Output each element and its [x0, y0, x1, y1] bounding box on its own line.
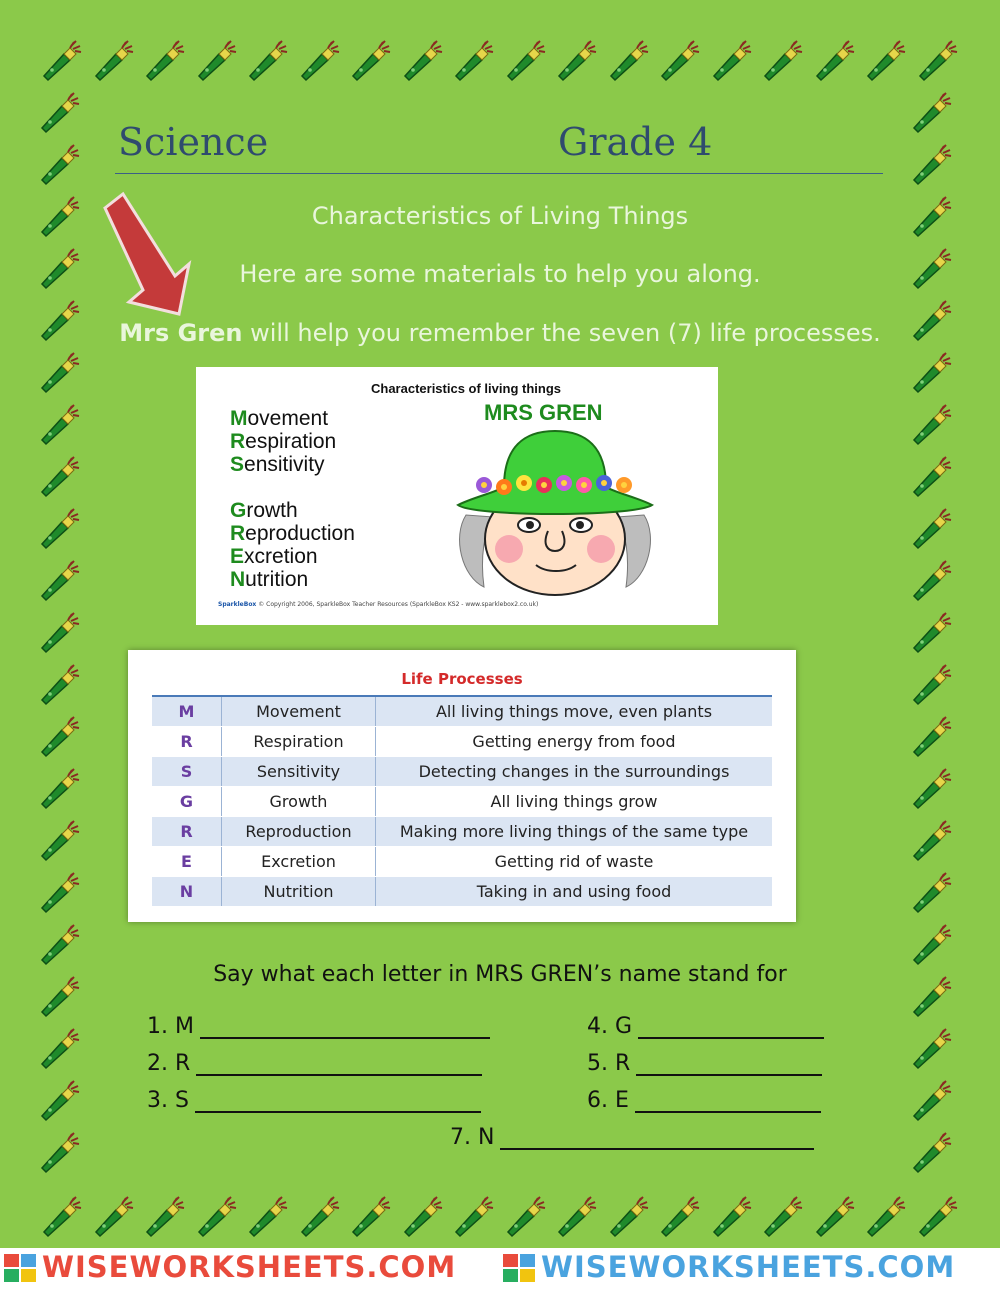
bottle-icon	[143, 40, 187, 84]
bottle-icon	[607, 1196, 651, 1240]
answer-blank[interactable]	[635, 1089, 821, 1113]
table-row	[152, 817, 772, 847]
row-letter: M	[152, 696, 222, 727]
bottle-icon	[910, 456, 954, 500]
bottle-icon	[298, 40, 342, 84]
row-letter: R	[152, 817, 222, 847]
row-letter: G	[152, 787, 222, 817]
row-letter: R	[152, 727, 222, 757]
row-process: Reproduction	[222, 817, 376, 847]
poster-title: Characteristics of living things	[371, 381, 561, 396]
bottle-icon	[504, 40, 548, 84]
bottle-icon	[910, 612, 954, 656]
bottle-icon	[910, 664, 954, 708]
row-process: Excretion	[222, 847, 376, 877]
bottle-icon	[761, 1196, 805, 1240]
bottle-icon	[910, 92, 954, 136]
bottle-icon	[38, 1132, 82, 1176]
bottle-icon	[349, 1196, 393, 1240]
bottle-icon	[910, 352, 954, 396]
answer-m	[147, 1014, 490, 1039]
bottle-icon	[38, 820, 82, 864]
intro-title: Characteristics of Living Things	[311, 202, 689, 230]
poster-word: Movement	[230, 407, 329, 430]
bottle-icon	[38, 92, 82, 136]
bottle-icon	[38, 456, 82, 500]
bottle-icon	[864, 40, 908, 84]
life-processes-table	[152, 695, 772, 907]
bottle-icon	[910, 508, 954, 552]
row-description: Getting rid of waste	[376, 847, 773, 877]
poster-word: Reproduction	[230, 522, 355, 545]
logo-icon	[503, 1254, 537, 1284]
bottle-icon	[92, 1196, 136, 1240]
bottle-icon	[910, 768, 954, 812]
bottle-icon	[761, 40, 805, 84]
answer-label: 2. R	[147, 1051, 191, 1076]
bottle-icon	[38, 1028, 82, 1072]
bottle-icon	[246, 40, 290, 84]
bottle-icon	[910, 144, 954, 188]
grade-title: Grade 4	[558, 120, 713, 164]
table-row	[152, 787, 772, 817]
poster-word: Excretion	[230, 545, 318, 568]
bottle-icon	[916, 40, 960, 84]
bottle-icon	[555, 40, 599, 84]
bottle-icon	[813, 40, 857, 84]
footer-watermark-bar	[0, 1248, 1000, 1291]
watermark-text: WISEWORKSHEETS.COM	[42, 1250, 457, 1284]
bottle-icon	[916, 1196, 960, 1240]
bottle-icon	[38, 508, 82, 552]
answer-blank[interactable]	[636, 1052, 822, 1076]
table-row	[152, 727, 772, 757]
table-row	[152, 877, 772, 907]
poster-word: Nutrition	[230, 568, 309, 591]
bottle-icon	[401, 40, 445, 84]
answer-blank[interactable]	[195, 1089, 481, 1113]
row-description: All living things grow	[376, 787, 773, 817]
bottle-icon	[910, 1028, 954, 1072]
row-letter: S	[152, 757, 222, 787]
answer-blank[interactable]	[196, 1052, 482, 1076]
bottle-icon	[910, 1080, 954, 1124]
bottle-icon	[710, 1196, 754, 1240]
bottle-icon	[910, 872, 954, 916]
bottle-icon	[910, 404, 954, 448]
answer-label: 7. N	[450, 1125, 495, 1150]
mnemonic-text: will help you remember the seven (7) life processes.	[242, 319, 881, 347]
watermark-text: WISEWORKSHEETS.COM	[541, 1250, 956, 1284]
bottle-icon	[910, 1132, 954, 1176]
poster-word: Respiration	[230, 430, 337, 453]
logo-icon	[4, 1254, 38, 1284]
answer-blank[interactable]	[638, 1015, 824, 1039]
answer-g	[587, 1014, 824, 1039]
table-row	[152, 847, 772, 877]
bottle-icon	[658, 40, 702, 84]
mrs-gren-poster	[196, 367, 718, 625]
row-process: Sensitivity	[222, 757, 376, 787]
bottle-icon	[452, 40, 496, 84]
answer-r	[147, 1051, 482, 1076]
intro-subtitle: Here are some materials to help you along.	[239, 260, 761, 288]
table-row	[152, 757, 772, 787]
poster-word: Sensitivity	[230, 453, 325, 476]
answer-label: 6. E	[587, 1088, 629, 1113]
bottle-icon	[38, 612, 82, 656]
poster-credit: SparkleBox © Copyright 2006, SparkleBox Teacher Resources (SparkleBox KS2 - www.sparklebox2.co.uk)	[218, 601, 539, 608]
answer-label: 1. M	[147, 1014, 194, 1039]
mnemonic-name: Mrs Gren	[119, 319, 243, 347]
header-divider	[115, 173, 883, 174]
bottle-icon	[910, 716, 954, 760]
bottle-icon	[38, 872, 82, 916]
bottle-icon	[38, 560, 82, 604]
row-description: Making more living things of the same type	[376, 817, 773, 847]
poster-heading: MRS GREN	[484, 400, 603, 425]
row-process: Respiration	[222, 727, 376, 757]
bottle-icon	[910, 560, 954, 604]
bottle-icon	[813, 1196, 857, 1240]
answer-label: 3. S	[147, 1088, 189, 1113]
row-process: Movement	[222, 696, 376, 727]
table-title: Life Processes	[401, 670, 523, 688]
question-prompt: Say what each letter in MRS GREN’s name stand for	[213, 962, 787, 987]
subject-title: Science	[118, 120, 269, 164]
bottle-icon	[195, 40, 239, 84]
bottle-icon	[864, 1196, 908, 1240]
bottle-icon	[38, 404, 82, 448]
answer-blank[interactable]	[500, 1126, 814, 1150]
poster-word: Growth	[230, 499, 298, 522]
bottle-icon	[555, 1196, 599, 1240]
row-description: All living things move, even plants	[376, 696, 773, 727]
bottle-icon	[143, 1196, 187, 1240]
bottle-icon	[452, 1196, 496, 1240]
bottle-icon	[92, 40, 136, 84]
bottle-icon	[38, 1080, 82, 1124]
answer-blank[interactable]	[200, 1015, 490, 1039]
answer-s	[147, 1088, 481, 1113]
bottle-icon	[298, 1196, 342, 1240]
bottle-icon	[38, 716, 82, 760]
row-description: Getting energy from food	[376, 727, 773, 757]
bottle-icon	[40, 40, 84, 84]
life-processes-card	[128, 650, 796, 922]
bottle-icon	[38, 144, 82, 188]
answer-e	[587, 1088, 821, 1113]
bottle-icon	[401, 1196, 445, 1240]
mrs-gren-face-icon	[444, 427, 664, 597]
bottle-icon	[38, 664, 82, 708]
row-description: Detecting changes in the surroundings	[376, 757, 773, 787]
answer-n	[450, 1125, 814, 1150]
mnemonic-sentence	[0, 319, 1000, 347]
bottle-icon	[607, 40, 651, 84]
bottle-icon	[38, 768, 82, 812]
answer-r2	[587, 1051, 822, 1076]
bottle-icon	[504, 1196, 548, 1240]
answer-label: 4. G	[587, 1014, 633, 1039]
bottle-icon	[38, 352, 82, 396]
bottle-icon	[195, 1196, 239, 1240]
row-process: Nutrition	[222, 877, 376, 907]
bottle-icon	[40, 1196, 84, 1240]
bottle-icon	[658, 1196, 702, 1240]
row-letter: E	[152, 847, 222, 877]
bottle-icon	[246, 1196, 290, 1240]
row-letter: N	[152, 877, 222, 907]
row-description: Taking in and using food	[376, 877, 773, 907]
table-row	[152, 696, 772, 727]
bottle-icon	[910, 820, 954, 864]
bottle-icon	[710, 40, 754, 84]
answer-label: 5. R	[587, 1051, 631, 1076]
bottle-icon	[349, 40, 393, 84]
row-process: Growth	[222, 787, 376, 817]
